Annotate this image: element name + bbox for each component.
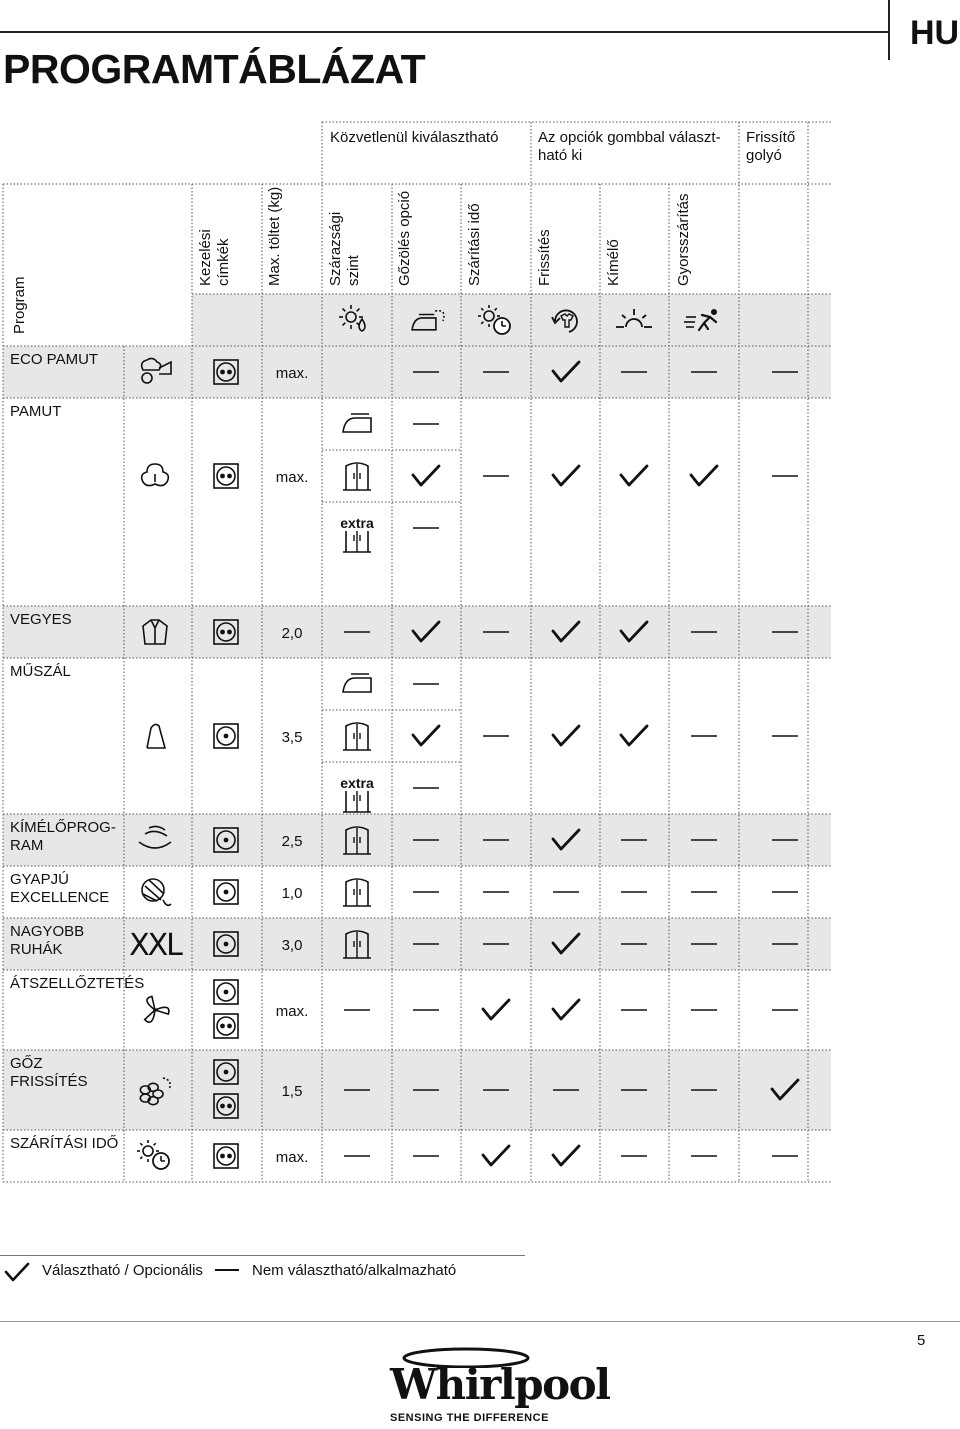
program-name: SZÁRÍTÁSI IDŐ [10,1135,119,1152]
program-name: ECO PAMUT [10,351,99,368]
check-icon [413,466,439,485]
max-load: 2,5 [281,833,303,850]
legend-check-label: Választható / Opcionális [42,1262,203,1279]
tumble-dry-low-icon [214,880,238,904]
check-icon [553,726,579,745]
airing-icon [145,996,169,1022]
legend-rule [0,1255,525,1256]
check-icon [483,1146,509,1165]
max-load: max. [275,469,309,486]
program-name: NAGYOBB RUHÁK [10,923,85,958]
wool-icon [142,879,171,905]
tumble-dry-normal-icon [214,1014,238,1038]
extra-label: extra [340,515,374,531]
program-name: ÁTSZELLŐZTETÉS [10,975,145,992]
max-load: 3,5 [281,729,303,746]
tumble-dry-low-icon [214,724,238,748]
max-load: max. [275,1003,309,1020]
max-load: 2,0 [281,625,303,642]
program-name: KÍMÉLŐPROG-RAM [10,819,116,854]
cotton-icon [142,464,169,486]
check-icon [621,726,647,745]
extra-dry-cupboard-icon [339,515,375,552]
program-column-label: Program [11,276,28,334]
legend-check-icon [4,1262,30,1284]
extra-dry-cupboard-icon [339,775,375,812]
language-code: HU [910,14,960,52]
tumble-dry-normal-icon [214,464,238,488]
extra-label: extra [340,775,374,791]
program-name: MŰSZÁL [10,663,71,680]
header-group-label: Közvetlenül kiválasztható [330,129,499,146]
check-icon [691,466,717,485]
iron-dry-icon [343,674,371,692]
check-icon [553,466,579,485]
max-load: 1,5 [281,1083,303,1100]
drying-time-icon [137,1140,169,1169]
icon-row-bg [192,294,831,346]
tumble-dry-normal-icon [214,1144,238,1168]
xxl-icon [129,928,183,963]
check-icon [553,1000,579,1019]
column-header-label: Gyorsszárítás [675,193,692,286]
max-load: max. [275,365,309,382]
check-icon [413,726,439,745]
check-icon [483,1000,509,1019]
program-name: VEGYES [10,611,72,628]
column-header-label: Szárítási idő [466,203,483,286]
max-load: 3,0 [281,937,303,954]
cupboard-dry-icon [343,463,371,490]
check-icon [621,466,647,485]
column-header-label: Szárazságiszint [327,211,362,286]
check-icon [553,1146,579,1165]
page-number: 5 [917,1332,926,1349]
header-group-label: Frissítő golyó [746,129,796,164]
brand-tagline: SENSING THE DIFFERENCE [390,1412,549,1424]
header-group-label: Az opciók gombbal választ-ható ki [538,129,721,164]
program-name: GYAPJÚ EXCELLENCE [10,871,110,906]
xxl-glyph: XXL [129,928,181,963]
cupboard-dry-icon [343,879,371,906]
synthetic-icon [147,724,165,748]
column-header-label: Kímélő [605,239,622,286]
legend-dash-icon [214,1266,240,1274]
cupboard-dry-icon [343,723,371,750]
page-title: PROGRAMTÁBLÁZAT [3,46,426,92]
program-name: GŐZ FRISSÍTÉS [10,1055,88,1090]
brand-name: Whirlpool [390,1360,610,1409]
program-name: PAMUT [10,403,62,420]
legend-dash-label: Nem választható/alkalmazható [252,1262,457,1279]
column-header-label: Gőzölés opció [396,190,413,286]
max-load: max. [275,1149,309,1166]
footer-rule [0,1321,960,1322]
column-header-label: Frissítés [536,229,553,286]
max-load: 1,0 [281,885,303,902]
brand-logo [386,1352,610,1412]
iron-dry-icon [343,414,371,432]
column-header-label: Max. töltet (kg) [266,186,283,286]
tumble-dry-low-icon [214,980,238,1004]
column-header-label: Kezelésicímkék [197,229,232,286]
